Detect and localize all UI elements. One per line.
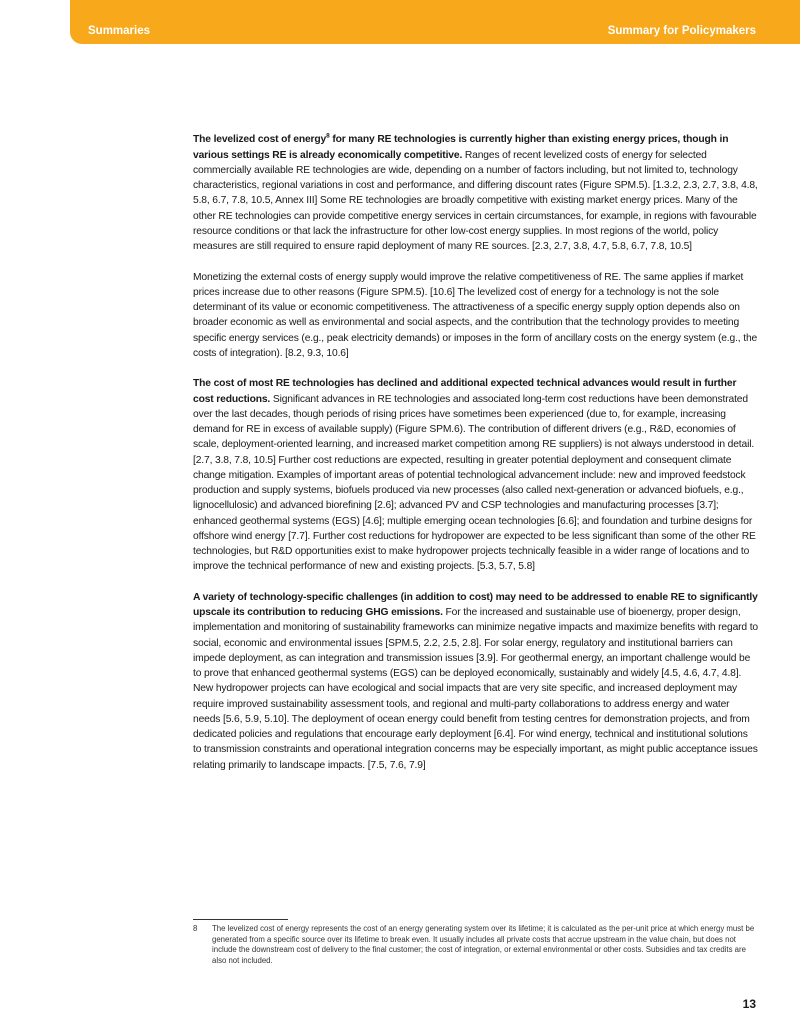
- page-number: 13: [742, 997, 756, 1011]
- document-title: Summary for Policymakers: [607, 25, 756, 37]
- paragraph-1-lead: The levelized cost of energy$^8$ for many RE technologies is currently higher than existing energy prices, though in various settings RE is already economically competitive.: [193, 133, 729, 161]
- paragraph-3-body: Significant advances in RE technologies and associated long-term cost reductions have been demonstrated over the last decades, though periods of rising prices have sometimes been experienced (due to, for example, increasing demand for RE in excess of available supply) (Figure SPM.6). The contribution of different drivers (e.g., R&D, economies of scale, deployment-oriented learning, and increased market competition among RE suppliers) is not always understood in detail. [2.7, 3.8, 7.8, 10.5] Further cost reductions are expected, resulting in greater potential deployment and consequent climate change mitigation. Examples of important areas of potential technological advancement include: new and improved feedstock production and supply systems, biofuels produced via new processes (also called next-generation or advanced biofuels, e.g., lignocellulosic) and advanced biorefining [2.6]; advanced PV and CSP technologies and manufacturing processes [3.7]; enhanced geothermal systems (EGS) [4.6]; multiple emerging ocean technologies [6.6]; and foundation and turbine designs for offshore wind energy [7.7]. Further cost reductions for hydropower are expected to be less significant than some of the other RE technologies, but R&D opportunities exist to make hydropower projects technically feasible in a wider range of locations and to improve the technical performance of new and existing projects. [5.3, 5.7, 5.8]: [193, 393, 756, 573]
- paragraph-2: [193, 270, 758, 362]
- paragraph-4-lead: A variety of technology-specific challenges (in addition to cost) may need to be addressed to enable RE to significantly upscale its contribution to reducing GHG emissions.: [193, 591, 758, 619]
- section-label: Summaries: [88, 25, 151, 37]
- footnote-text: The levelized cost of energy represents the cost of an energy generating system over its lifetime; it is calculated as the per-unit price at which energy must be generated from a specific source over its lifetime to break even. It usually includes all private costs that accrue upstream in the value chain, but does not include the downstream cost of delivery to the final customer; the cost of integration, or external environmental or other costs. Subsidies and tax credits are also not included.: [212, 924, 755, 966]
- footnote-ref[interactable]: 8: [326, 133, 330, 140]
- paragraph-4-body: For the increased and sustainable use of bioenergy, proper design, implementation and monitoring of sustainability frameworks can minimize negative impacts and maximize benefits with regard to social, economic and environmental issues [SPM.5, 2.2, 2.5, 2.8]. For solar energy, regulatory and institutional barriers can impede deployment, as can integration and transmission issues [3.9]. For geothermal energy, an important challenge would be to prove that enhanced geothermal systems (EGS) can be deployed economically, sustainably and widely [4.5, 4.6, 4.7, 4.8]. New hydropower projects can have ecological and social impacts that are very site specific, and increased deployment may require improved sustainability assessment tools, and regional and multi-party collaborations to address energy and water needs [5.6, 5.9, 5.10]. The deployment of ocean energy could benefit from testing centres for demonstration projects, and from dedicated policies and regulations that encourage early deployment [6.4]. For wind energy, technical and institutional solutions to transmission constraints and operational integration concerns may be especially important, as might public acceptance issues relating primarily to landscape impacts. [7.5, 7.6, 7.9]: [193, 607, 759, 771]
- footnote-divider: [193, 919, 288, 920]
- paragraph-3: [193, 376, 758, 574]
- paragraph-4: [193, 590, 758, 773]
- paragraph-1: [193, 129, 758, 254]
- paragraph-3-lead: The cost of most RE technologies has declined and additional expected technical advances would result in further cost reductions.: [193, 378, 737, 405]
- body-text: [193, 129, 758, 788]
- footnote: [193, 924, 758, 967]
- footnote-number: 8: [193, 924, 198, 933]
- header-bar: [70, 0, 800, 44]
- paragraph-1-body: Ranges of recent levelized costs of energy for selected commercially available RE technologies are wide, depending on a number of factors including, but not limited to, technology characteristics, regional variations in cost and performance, and differing discount rates (Figure SPM.5). [1.3.2, 2.3, 2.7, 3.8, 4.8, 5.8, 6.7, 7.8, 10.5, Annex III] Some RE technologies are broadly competitive with existing market energy prices. Many of the other RE technologies can provide competitive energy services in certain circumstances, for example, in regions with favourable resource conditions or that lack the infrastructure for other low-cost energy supplies. In most regions of the world, policy measures are still required to ensure rapid deployment of many RE sources. [2.3, 2.7, 3.8, 4.7, 5.8, 6.7, 7.8, 10.5]: [193, 149, 758, 253]
- paragraph-2-body: Monetizing the external costs of energy supply would improve the relative competitiveness of RE. The same applies if market prices increase due to other reasons (Figure SPM.5). [10.6] The levelized cost of energy for a technology is not the sole determinant of its value or economic competitiveness. The attractiveness of a specific energy supply option depends also on broader economic as well as environmental and social aspects, and the contribution that the technology provides to meeting specific energy services (e.g., peak electricity demands) or imposes in the form of ancillary costs on the energy system (e.g., the costs of integration). [8.2, 9.3, 10.6]: [193, 271, 758, 359]
